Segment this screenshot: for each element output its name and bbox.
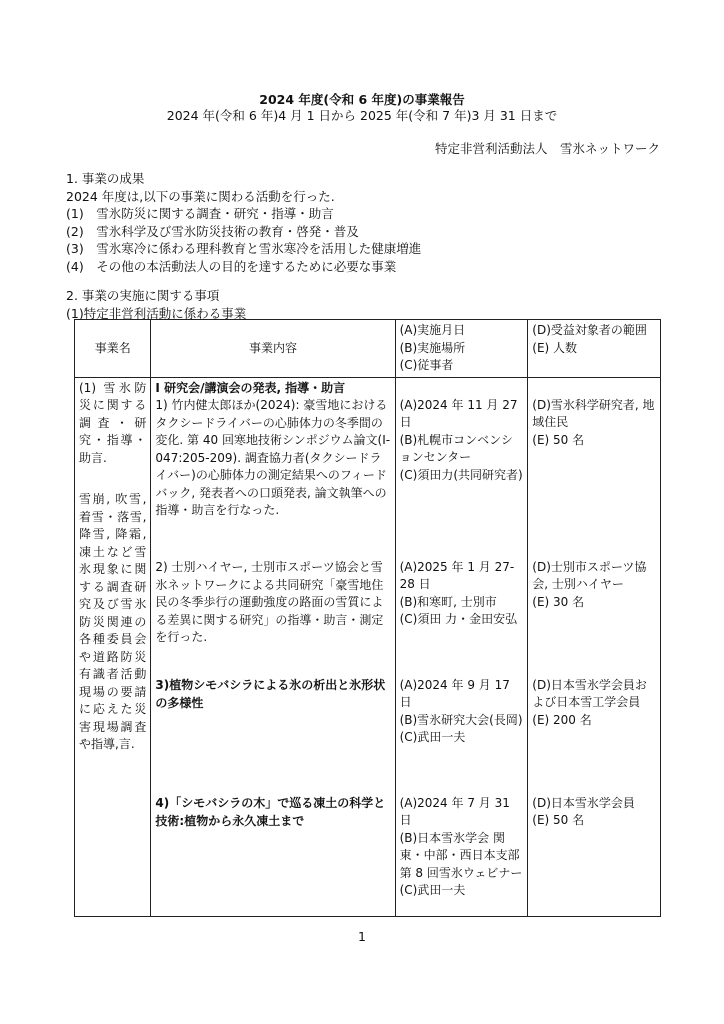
table-row <box>75 377 661 917</box>
header-target <box>528 320 661 378</box>
activity-table <box>74 319 661 917</box>
report-period: 2024 年(令和 6 年)4 月 1 日から 2025 年(令和 7 年)3 月 31 日まで <box>166 108 558 123</box>
item-4-when-where <box>400 795 524 900</box>
header-c: (C)従事者 <box>399 358 454 372</box>
list-item: (2) 雪氷科学及び雪氷防災技術の教育・啓発・普及 <box>66 223 359 239</box>
header-a: (A)実施月日 <box>399 323 466 337</box>
item-1-date: (A)2024 年 11 月 27 日 <box>399 397 518 429</box>
organization-name: 特定非営利活動法人 雪氷ネットワーク <box>434 141 660 156</box>
content-cell <box>151 377 395 917</box>
item-2-target <box>532 559 656 677</box>
section-2-subheading: (1)特定非営利活動に係わる事業 <box>66 305 247 321</box>
item-2-audience: (D)士別市スポーツ協会, 士別ハイヤー <box>532 559 647 591</box>
item-4-content: 4)「シモバシラの木」で巡る凍土の科学と技術:植物から永久凍土まで <box>155 796 386 828</box>
section-1 <box>66 170 421 275</box>
item-1-target <box>532 397 656 559</box>
list-item: (4) その他の本活動法人の目的を達するために必要な事業 <box>66 258 397 274</box>
section-1-heading: 1. 事業の成果 <box>66 171 145 186</box>
item-1-place: (B)札幌市コンベンションセンター <box>399 432 513 464</box>
item-3-staff: (C)武田一夫 <box>399 730 466 744</box>
item-1-content: 1) 竹内健太郎ほか(2024): 豪雪地におけるタクシードライバーの心肺体力の冬季間の変化. 第 40 回寒地技術シンポジウム論文(I-047:205-209). 調査協力者(タクシードライバー)の心肺体力の測定結果へのフィードバック, 発表者への口頭発表, 論文執筆への指導・助言を行なった. <box>155 398 391 517</box>
when-where-cell <box>395 377 528 917</box>
category-cell <box>75 377 151 917</box>
item-2-content: 2) 士別ハイヤー, 士別市スポーツ協会と雪氷ネットワークによる共同研究「豪雪地住民の冬季歩行の運動強度の路面の雪質による差異に関する研究」の指導・助言・測定を行った. <box>155 560 384 644</box>
item-3-when-where <box>400 677 524 795</box>
section-2-heading: 2. 事業の実施に関する事項 <box>66 288 220 303</box>
page-number: 1 <box>358 929 366 944</box>
header-name: 事業名 <box>75 320 151 378</box>
item-3-date: (A)2024 年 9 月 17 日 <box>399 677 510 709</box>
section-title: Ⅰ 研究会/講演会の発表, 指導・助言 <box>155 380 346 395</box>
item-1-staff: (C)須田力(共同研究者) <box>399 467 523 482</box>
item-2-date: (A)2025 年 1 月 27-28 日 <box>399 559 515 591</box>
header-b: (B)実施場所 <box>399 340 466 355</box>
item-1-when-where <box>400 397 524 559</box>
category-title: (1) 雪氷防災に関する調査・研究・指導・助言. <box>79 380 147 465</box>
table-header-row <box>75 320 661 378</box>
report-title: 2024 年度(令和 6 年度)の事業報告 <box>259 92 465 107</box>
item-4-place: (B)日本雪氷学会 関東・中部・西日本支部第 8 回雪氷ウェビナー <box>399 830 523 880</box>
item-3-content: 3)植物シモバシラによる氷の析出と氷形状の多様性 <box>155 678 386 710</box>
item-3-place: (B)雪氷研究大会(長岡) <box>399 712 523 727</box>
list-item: (3) 雪氷寒冷に係わる理科教育と雪氷寒冷を活用した健康増進 <box>66 241 422 256</box>
category-detail: 雪崩, 吹雪, 着雪・落雪, 降雪, 降霜, 凍土など雪氷現象に関する調査研究及び雪氷防災関連の各種委員会や道路防災有識者活動現場の要請に応えた災害現場調査や指導,言. <box>79 492 147 751</box>
item-4-date: (A)2024 年 7 月 31 日 <box>399 795 510 827</box>
item-4-count: (E) 50 名 <box>532 813 585 827</box>
section-1-intro: 2024 年度は,以下の事業に関わる活動を行った. <box>66 188 335 204</box>
item-1-audience: (D)雪氷科学研究者, 地域住民 <box>532 397 655 429</box>
header-content: 事業内容 <box>151 320 395 378</box>
header-d: (D)受益対象者の範囲 <box>532 323 647 337</box>
item-2-staff: (C)須田 力・金田安弘 <box>399 612 518 626</box>
item-3-count: (E) 200 名 <box>532 712 592 727</box>
item-1-count: (E) 50 名 <box>532 432 585 447</box>
item-4-audience: (D)日本雪氷学会員 <box>532 795 635 810</box>
item-3-target <box>532 677 656 795</box>
list-item: (1) 雪氷防災に関する調査・研究・指導・助言 <box>66 206 334 221</box>
item-2-count: (E) 30 名 <box>532 594 585 609</box>
section-2 <box>66 287 246 322</box>
target-cell <box>528 377 661 917</box>
item-3-audience: (D)日本雪氷学会員および日本雪工学会員 <box>532 677 647 709</box>
header-e: (E) 人数 <box>532 340 578 355</box>
item-4-staff: (C)武田一夫 <box>399 883 466 897</box>
item-2-when-where <box>400 559 524 677</box>
item-2-place: (B)和寒町, 士別市 <box>399 594 497 609</box>
header-when-where <box>395 320 528 378</box>
item-4-target <box>532 795 656 830</box>
